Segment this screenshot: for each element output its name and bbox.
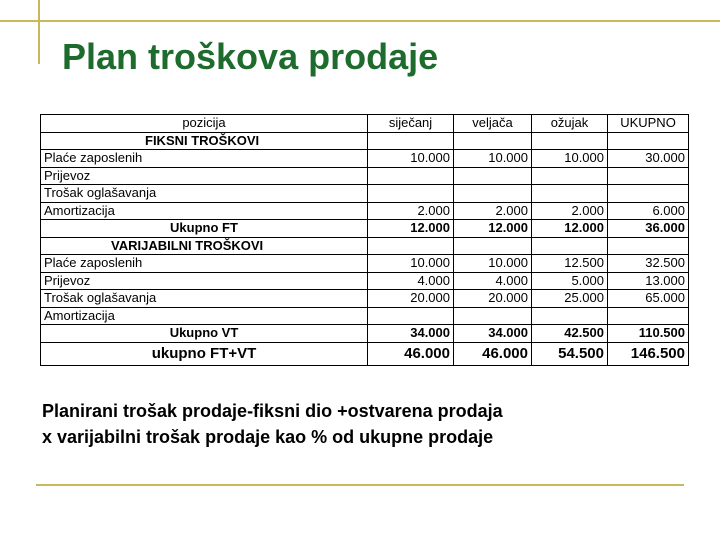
section-label: VARIJABILNI TROŠKOVI — [41, 237, 368, 255]
table-cell: 110.500 — [608, 325, 689, 343]
table-cell: 6.000 — [608, 202, 689, 220]
table-cell: 20.000 — [368, 290, 454, 308]
table-cell: 2.000 — [532, 202, 608, 220]
table-cell — [608, 307, 689, 325]
side-rule — [38, 0, 40, 64]
header-ukupno: UKUPNO — [608, 115, 689, 133]
bottom-rule — [36, 484, 684, 486]
table-cell: 10.000 — [368, 255, 454, 273]
table-row — [41, 272, 689, 290]
table-cell: 20.000 — [454, 290, 532, 308]
table-cell — [532, 237, 608, 255]
top-rule — [0, 20, 720, 22]
row-label: Trošak oglašavanja — [41, 290, 368, 308]
section-row-varijabilni — [41, 237, 689, 255]
row-label: Trošak oglašavanja — [41, 185, 368, 203]
header-pozicija: pozicija — [41, 115, 368, 133]
section-row-fiksni — [41, 132, 689, 150]
table-cell: 65.000 — [608, 290, 689, 308]
cost-table — [40, 114, 689, 366]
table-cell: 13.000 — [608, 272, 689, 290]
table-cell — [368, 185, 454, 203]
table-cell: 25.000 — [532, 290, 608, 308]
table-cell — [454, 307, 532, 325]
table-cell — [454, 132, 532, 150]
table-header-row — [41, 115, 689, 133]
table-cell: 5.000 — [532, 272, 608, 290]
table-cell — [532, 167, 608, 185]
table-cell: 10.000 — [454, 150, 532, 168]
table-cell: 42.500 — [532, 325, 608, 343]
table-cell — [532, 307, 608, 325]
subtotal-row-ft — [41, 220, 689, 238]
table-cell — [368, 132, 454, 150]
table-cell — [368, 167, 454, 185]
header-veljaca: veljača — [454, 115, 532, 133]
slide-title: Plan troškova prodaje — [62, 36, 439, 77]
table-cell: 46.000 — [368, 342, 454, 365]
table-cell: 34.000 — [368, 325, 454, 343]
table-row — [41, 150, 689, 168]
table-cell: 146.500 — [608, 342, 689, 365]
table-cell — [532, 185, 608, 203]
table-cell: 4.000 — [368, 272, 454, 290]
table-row — [41, 202, 689, 220]
table-cell — [532, 132, 608, 150]
subtotal-label: Ukupno FT — [41, 220, 368, 238]
grand-total-label: ukupno FT+VT — [41, 342, 368, 365]
table-cell: 10.000 — [454, 255, 532, 273]
table-cell: 12.000 — [368, 220, 454, 238]
section-label: FIKSNI TROŠKOVI — [41, 132, 368, 150]
table-cell — [368, 307, 454, 325]
row-label: Prijevoz — [41, 167, 368, 185]
table-cell — [608, 167, 689, 185]
table-cell: 10.000 — [532, 150, 608, 168]
table-cell: 54.500 — [532, 342, 608, 365]
table-cell: 36.000 — [608, 220, 689, 238]
grand-total-row — [41, 342, 689, 365]
table-cell: 4.000 — [454, 272, 532, 290]
table-cell — [608, 185, 689, 203]
table-cell: 30.000 — [608, 150, 689, 168]
row-label: Plaće zaposlenih — [41, 150, 368, 168]
subtotal-row-vt — [41, 325, 689, 343]
table-cell — [368, 237, 454, 255]
table-cell — [608, 237, 689, 255]
table-cell — [454, 185, 532, 203]
row-label: Prijevoz — [41, 272, 368, 290]
table-cell: 12.000 — [532, 220, 608, 238]
table-row — [41, 185, 689, 203]
table-cell: 46.000 — [454, 342, 532, 365]
table-cell — [454, 237, 532, 255]
slide-note — [42, 398, 682, 450]
table-cell: 10.000 — [368, 150, 454, 168]
header-ozujak: ožujak — [532, 115, 608, 133]
row-label: Plaće zaposlenih — [41, 255, 368, 273]
table-row — [41, 167, 689, 185]
table-cell: 34.000 — [454, 325, 532, 343]
header-sijecanj: siječanj — [368, 115, 454, 133]
note-line-1: Planirani trošak prodaje-fiksni dio +ostvarena prodaja — [42, 401, 503, 421]
table-cell — [608, 132, 689, 150]
table-row — [41, 255, 689, 273]
table-cell: 12.000 — [454, 220, 532, 238]
table-cell — [454, 167, 532, 185]
subtotal-label: Ukupno VT — [41, 325, 368, 343]
table-cell: 12.500 — [532, 255, 608, 273]
table-cell: 2.000 — [454, 202, 532, 220]
table-row — [41, 290, 689, 308]
row-label: Amortizacija — [41, 202, 368, 220]
note-line-2: x varijabilni trošak prodaje kao % od ukupne prodaje — [42, 427, 494, 447]
table-row — [41, 307, 689, 325]
table-cell: 32.500 — [608, 255, 689, 273]
row-label: Amortizacija — [41, 307, 368, 325]
table-cell: 2.000 — [368, 202, 454, 220]
